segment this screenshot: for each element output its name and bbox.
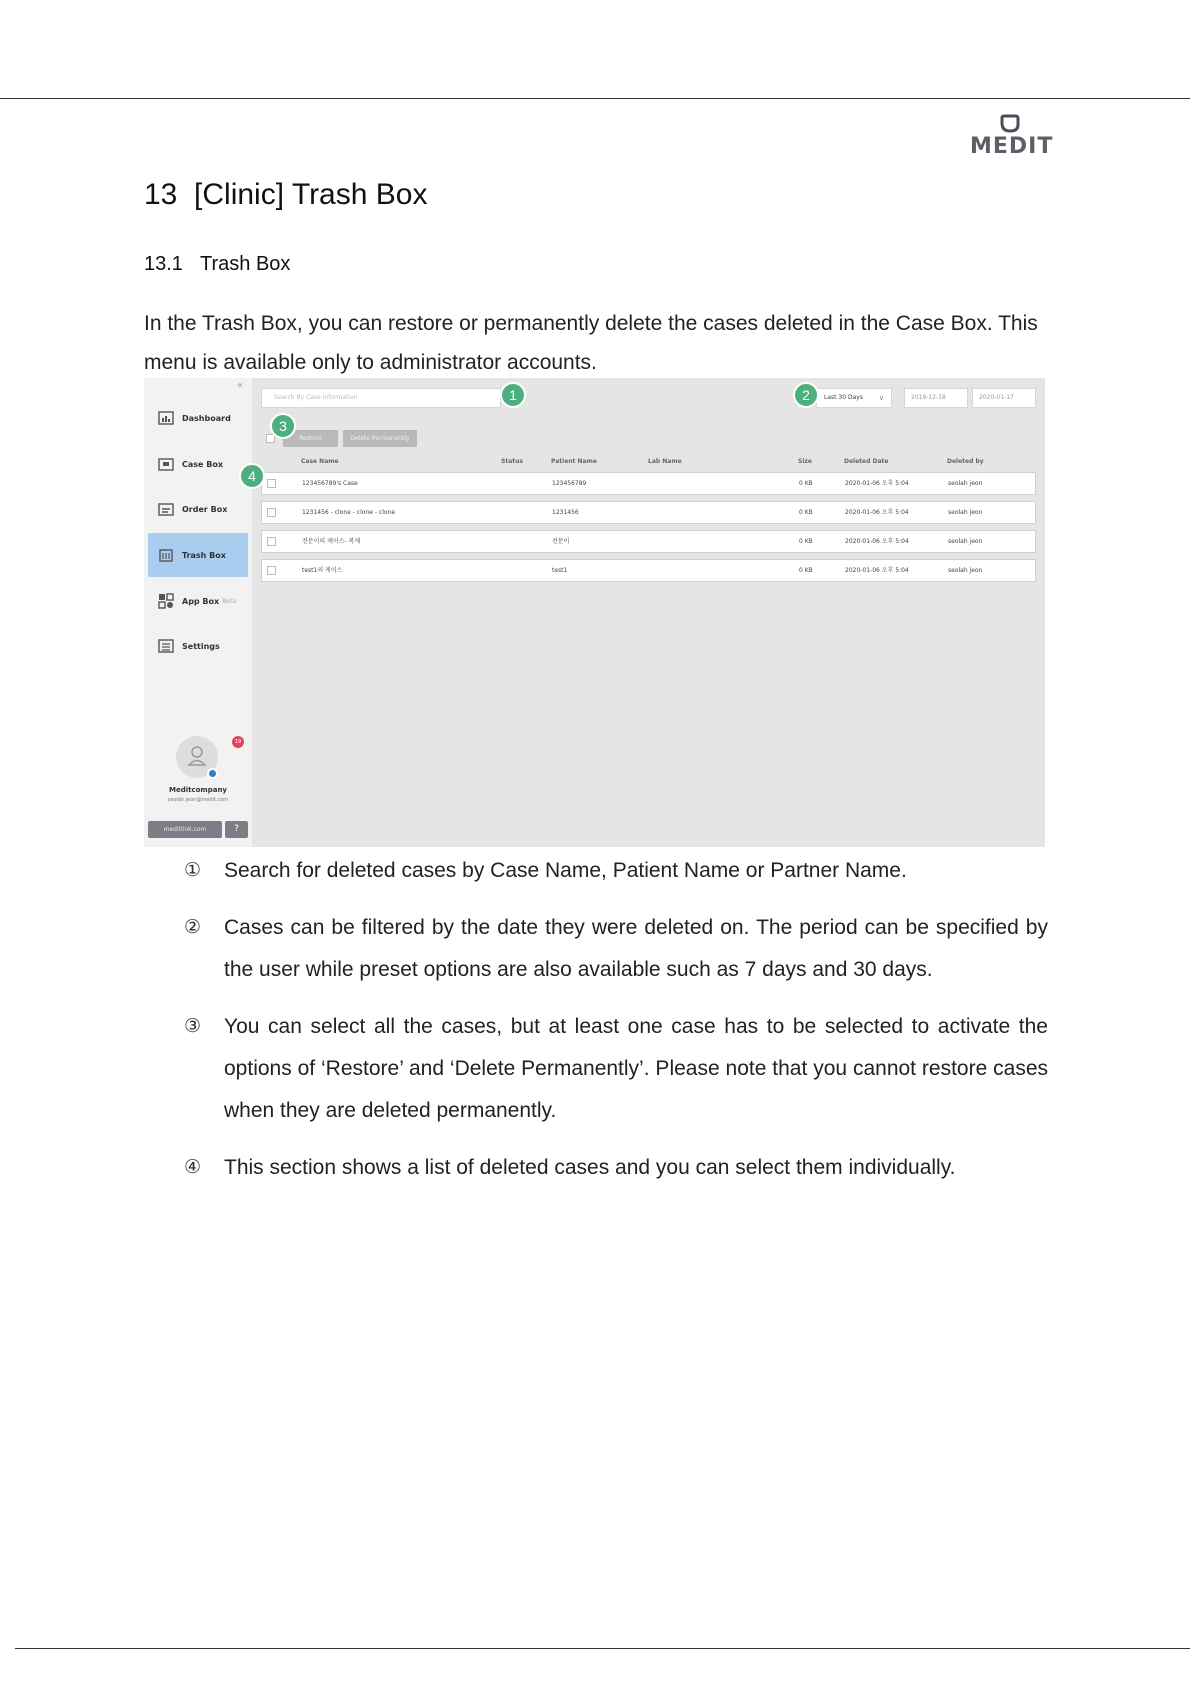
table-row[interactable]: test1의 케이스 test1 0 KB 2020-01-06 오후 5:04 seolah jeon: [261, 559, 1036, 582]
header-rule: [0, 98, 1190, 99]
help-button[interactable]: [225, 821, 248, 838]
case-box-icon: [158, 456, 174, 472]
medit-logo: [970, 110, 1054, 162]
callout-marker-3: 3: [270, 413, 296, 439]
column-header[interactable]: Deleted Date: [844, 458, 889, 465]
sidebar-item-settings[interactable]: Settings: [148, 624, 248, 668]
meditlink-site-button[interactable]: meditlink.com: [148, 821, 222, 838]
callout-marker-1: 1: [500, 382, 526, 408]
delete-permanently-button[interactable]: Delete Permanently: [343, 430, 417, 447]
account-settings-icon[interactable]: [207, 768, 218, 779]
page-title: 13 [Clinic] Trash Box: [144, 178, 428, 211]
medit-logo-icon: [998, 110, 1022, 134]
collapse-sidebar-icon[interactable]: «: [237, 380, 244, 391]
sidebar: [144, 378, 252, 847]
column-header[interactable]: Patient Name: [551, 458, 597, 465]
company-name: Meditcompany: [168, 786, 227, 794]
row-checkbox[interactable]: [267, 566, 276, 575]
help-icon: ?: [234, 824, 239, 834]
chevron-down-icon: ∨: [878, 394, 884, 402]
logo-text: MEDIT: [970, 134, 1054, 159]
section-title: 13.1 Trash Box: [144, 253, 291, 275]
restore-button[interactable]: Restore: [283, 430, 338, 447]
settings-icon: [158, 638, 174, 654]
callout-marker-2: 2: [793, 382, 819, 408]
sidebar-item-case-box[interactable]: Case Box: [148, 442, 248, 486]
user-email: seolah.jeon@medit.com: [167, 797, 229, 803]
callout-marker-4: 4: [239, 463, 265, 489]
footer-rule: [15, 1648, 1190, 1649]
intro-paragraph: In the Trash Box, you can restore or permanently delete the cases deleted in the Case Box. This menu is available only to administrator accounts.: [144, 312, 1038, 374]
table-header: [261, 458, 1036, 470]
sidebar-item-app-box[interactable]: App Box Beta: [148, 579, 248, 623]
table-row[interactable]: 1231456 - clone - clone - clone 1231456 0 KB 2020-01-06 오후 5:04 seolah jeon: [261, 501, 1036, 524]
notification-badge[interactable]: 19: [232, 736, 244, 748]
row-checkbox[interactable]: [267, 479, 276, 488]
date-to-input[interactable]: 2020-01-17: [972, 388, 1036, 408]
order-box-icon: [158, 501, 174, 517]
sidebar-item-order-box[interactable]: Order Box: [148, 487, 248, 531]
sidebar-item-dashboard[interactable]: Dashboard: [148, 396, 248, 440]
column-header[interactable]: Size: [798, 458, 812, 465]
row-checkbox[interactable]: [267, 508, 276, 517]
row-checkbox[interactable]: [267, 537, 276, 546]
period-select[interactable]: Last 30 Days ∨: [816, 388, 892, 408]
column-header[interactable]: Case Name: [301, 458, 339, 465]
column-header[interactable]: Lab Name: [648, 458, 682, 465]
column-header[interactable]: Deleted by: [947, 458, 984, 465]
table-row[interactable]: 123456789's Case 123456789 0 KB 2020-01-06 오후 5:04 seolah jeon: [261, 472, 1036, 495]
app-box-icon: [158, 593, 174, 609]
sidebar-item-trash-box[interactable]: Trash Box: [148, 533, 248, 577]
trash-box-screenshot: [144, 378, 1045, 847]
date-from-input[interactable]: 2019-12-18: [904, 388, 968, 408]
search-input[interactable]: Search By Case Information: [261, 388, 501, 408]
dashboard-icon: [158, 410, 174, 426]
trash-box-icon: [158, 547, 174, 563]
table-row[interactable]: 전문이의 케이스- 복제 전문이 0 KB 2020-01-06 오후 5:04 seolah jeon: [261, 530, 1036, 553]
column-header[interactable]: Status: [501, 458, 523, 465]
